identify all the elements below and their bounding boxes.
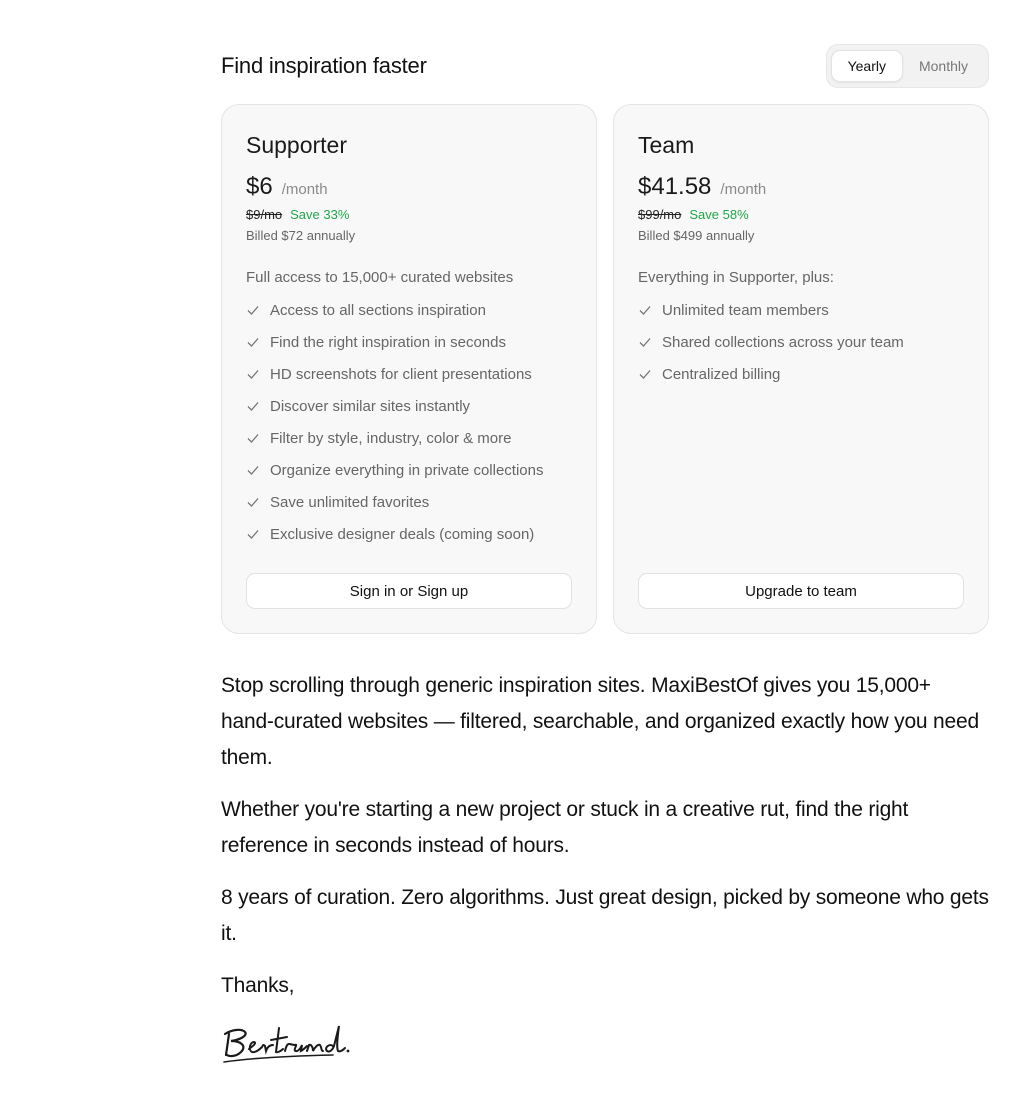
feature-list — [638, 294, 964, 390]
feature-item — [638, 358, 964, 390]
plan-name: Supporter — [246, 132, 348, 158]
price-period: /month — [281, 181, 328, 198]
feature-item — [246, 390, 572, 422]
feature-item — [246, 326, 572, 358]
check-icon — [246, 303, 260, 317]
billed-note: Billed $499 annually — [638, 228, 755, 243]
signature-image — [221, 1020, 353, 1068]
discount-row — [246, 207, 572, 222]
check-icon — [246, 495, 260, 509]
price-row — [246, 173, 572, 201]
feature-item — [246, 358, 572, 390]
feature-label: Organize everything in private collections — [270, 461, 544, 479]
check-icon — [246, 463, 260, 477]
plan-name: Team — [638, 132, 695, 158]
feature-label: Discover similar sites instantly — [270, 397, 471, 415]
plan-price: $6 — [246, 173, 273, 200]
check-icon — [246, 335, 260, 349]
save-badge: Save 33% — [290, 207, 350, 222]
page-title: Find inspiration faster — [221, 53, 427, 78]
feature-item — [246, 518, 572, 550]
features-title: Everything in Supporter, plus: — [638, 269, 834, 286]
feature-label: Save unlimited favorites — [270, 493, 430, 511]
plan-card-team — [613, 104, 989, 634]
feature-label: Filter by style, industry, color & more — [270, 429, 512, 447]
check-icon — [246, 367, 260, 381]
letter-copy — [221, 668, 989, 1073]
feature-label: Access to all sections inspiration — [270, 301, 486, 319]
check-icon — [246, 527, 260, 541]
check-icon — [638, 303, 652, 317]
plan-price: $41.58 — [638, 173, 712, 200]
upgrade-to-team-button[interactable]: Upgrade to team — [638, 573, 964, 609]
feature-label: Shared collections across your team — [662, 333, 904, 351]
feature-item — [638, 294, 964, 326]
feature-item — [246, 422, 572, 454]
check-icon — [246, 399, 260, 413]
old-price: $9/mo — [246, 207, 283, 222]
signature — [221, 1020, 989, 1073]
old-price: $99/mo — [638, 207, 682, 222]
sign-off: Thanks, — [221, 974, 295, 997]
check-icon — [246, 431, 260, 445]
feature-label: Unlimited team members — [662, 301, 829, 319]
check-icon — [638, 335, 652, 349]
toggle-monthly[interactable]: Monthly — [918, 58, 968, 74]
feature-item — [638, 326, 964, 358]
check-icon — [638, 367, 652, 381]
save-badge: Save 58% — [689, 207, 749, 222]
feature-list — [246, 294, 572, 550]
feature-item — [246, 454, 572, 486]
feature-label: Find the right inspiration in seconds — [270, 333, 506, 351]
feature-label: Exclusive designer deals (coming soon) — [270, 525, 535, 543]
plan-cards — [221, 104, 989, 634]
features-title: Full access to 15,000+ curated websites — [246, 269, 514, 286]
signin-signup-button[interactable]: Sign in or Sign up — [246, 573, 572, 609]
plan-card-supporter — [221, 104, 597, 634]
copy-paragraph: Whether you're starting a new project or stuck in a creative rut, find the right reference in seconds instead of hours. — [221, 798, 909, 857]
feature-label: Centralized billing — [662, 365, 781, 383]
copy-paragraph: 8 years of curation. Zero algorithms. Just great design, picked by someone who gets it. — [221, 886, 989, 945]
discount-row — [638, 207, 964, 222]
copy-paragraph: Stop scrolling through generic inspiration sites. MaxiBestOf gives you 15,000+ hand-curated websites — filtered, searchable, and organized exactly how you need them. — [221, 674, 979, 769]
feature-item — [246, 486, 572, 518]
pricing-header — [221, 44, 989, 88]
billing-toggle — [826, 44, 989, 88]
toggle-yearly[interactable]: Yearly — [831, 50, 903, 82]
price-row — [638, 173, 964, 201]
feature-item — [246, 294, 572, 326]
billed-note: Billed $72 annually — [246, 228, 356, 243]
price-period: /month — [720, 181, 767, 198]
feature-label: HD screenshots for client presentations — [270, 365, 532, 383]
pricing-section — [221, 44, 989, 1073]
